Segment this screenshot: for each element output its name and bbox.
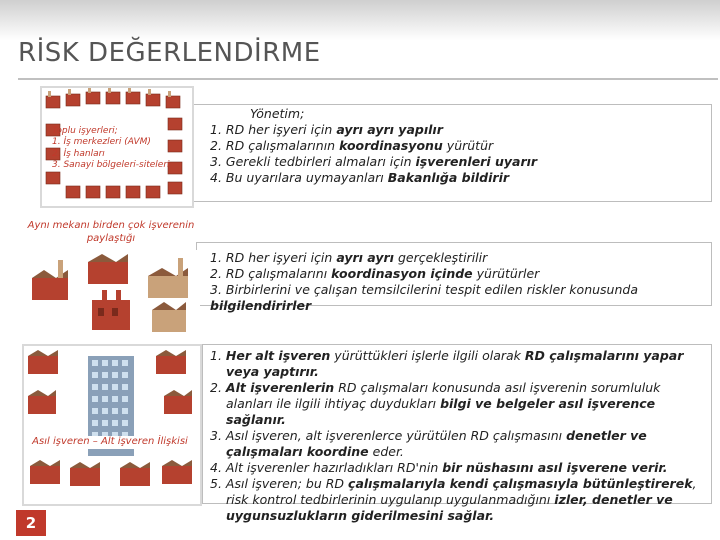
section3-item: 4. Alt işverenler hazırladıkları RD'nin bir nüshasını asıl işverene verir. [210,460,668,475]
section2-item: 2. RD çalışmalarını koordinasyon içinde yürütürler [210,266,540,281]
section1-item: 2. RD çalışmalarının koordinasyonu yürütür [210,138,494,153]
section2-image-frame [26,250,200,342]
section3-image-frame [22,344,202,506]
section2-text [210,250,710,314]
page-title: RİSK DEĞERLENDİRME [18,38,321,68]
section1-heading: Yönetim; [250,106,305,121]
title-banner [0,0,720,40]
section1-item: 1. RD her işyeri için ayrı ayrı yapılır [210,122,443,137]
section3-text [210,348,706,524]
section1-text [210,106,710,186]
section1-caption [52,126,172,171]
slide-number: 2 [16,510,46,536]
section1-item: 4. Bu uyarılara uymayanları Bakanlığa bildirir [210,170,510,185]
title-divider [18,78,718,80]
section3-item: 2. Alt işverenlerin RD çalışmaları konusunda asıl işverenin sorumluluk alanları ile ilgili ihtiyaç duydukları bilgi ve belgeler asıl işverence sağlanır. [210,380,661,427]
section1-item: 3. Gerekli tedbirleri almaları için işverenleri uyarır [210,154,538,169]
section1-caption-title: Toplu işyerleri; [52,126,118,136]
site-illustration [24,346,200,504]
factories-illustration [28,252,198,340]
section2-item: 1. RD her işyeri için ayrı ayrı gerçekleştirilir [210,250,488,265]
section2-caption: Aynı mekanı birden çok işverenin paylaştığı [27,220,195,244]
section3-item: 3. Asıl işveren, alt işverenlerce yürütülen RD çalışmasını denetler ve çalışmaları koordine eder. [210,428,647,459]
section2-item: 3. Birbirlerini ve çalışan temsilcilerini tespit edilen riskler konusunda bilgilendirirler [210,282,638,313]
section1-caption-item: 3. Sanayi bölgeleri-siteleri [52,159,170,170]
section3-item: 1. Her alt işveren yürüttükleri işlerle ilgili olarak RD çalışmalarını yapar veya yaptırır. [210,348,684,379]
section1-caption-item: 2. İş hanları [52,148,105,159]
section1-caption-item: 1. İş merkezleri (AVM) [52,137,151,148]
section3-caption: Asıl işveren – Alt işveren İlişkisi [30,436,190,449]
section3-item: 5. Asıl işveren; bu RD çalışmalarıyla kendi çalışmasıyla bütünleştirerek, risk kontrol tedbirlerinin uygulanıp uygulanmadığını izler, denetler ve uygunsuzlukların giderilmesini sağlar. [210,476,697,523]
